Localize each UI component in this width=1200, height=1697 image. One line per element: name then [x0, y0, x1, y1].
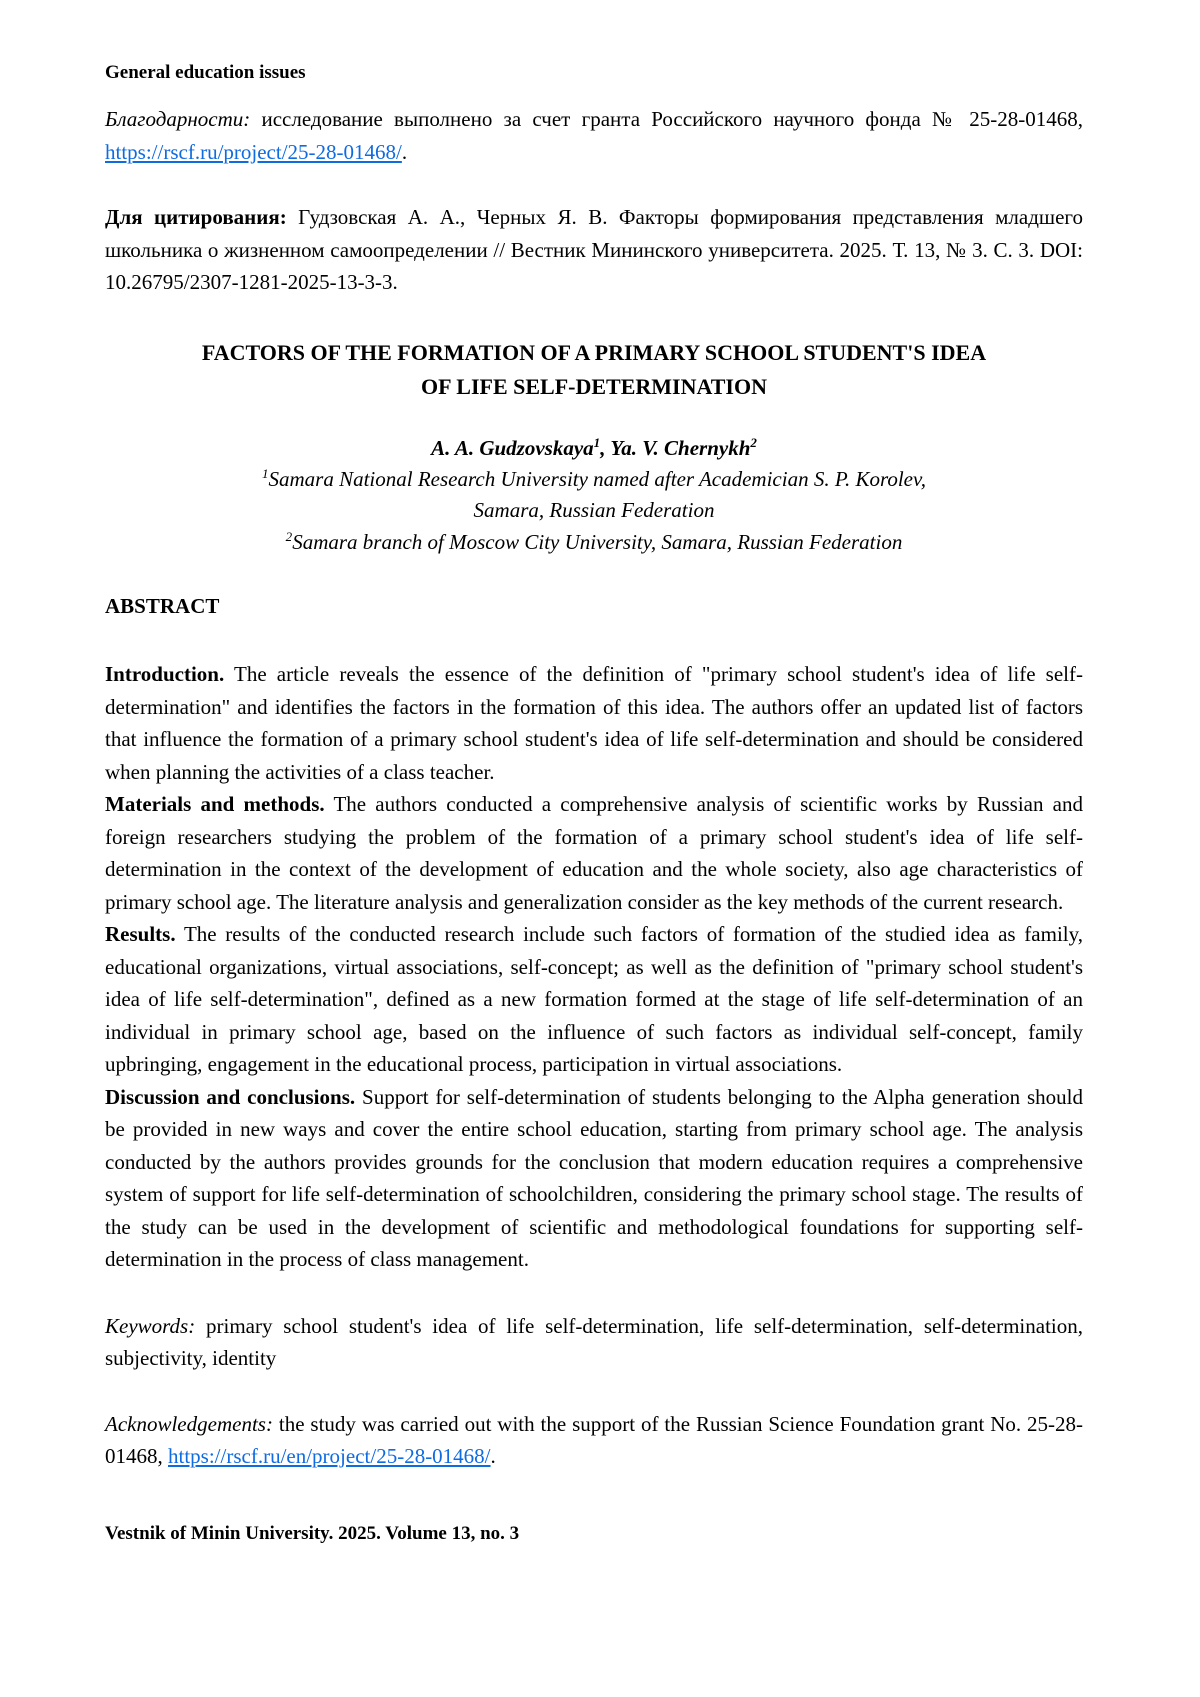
abstract-section-materials-methods: [105, 788, 1083, 918]
abstract-section-text: The results of the conducted research include such factors of formation of the studied idea as family, educational organizations, virtual associations, self-concept; as well as the definition of "primary school student's idea of life self-determination", defined as a new formation formed at the stage of life self-determination of an individual in primary school age, based on the influence of such factors as individual self-concept, family upbringing, engagement in the educational process, participation in virtual associations.: [105, 922, 1083, 1076]
funding-note-ru: [105, 103, 1083, 168]
abstract-section-text: The authors conducted a comprehensive analysis of scientific works by Russian and foreign researchers studying the problem of the formation of a primary school student's idea of life self-determination in the context of the development of education and the whole society, also age characteristics of primary school age. The literature analysis and generalization consider as the key methods of the current research.: [105, 792, 1083, 914]
abstract-section-label: Discussion and conclusions.: [105, 1084, 356, 1109]
funding-en-label: Acknowledgements:: [105, 1411, 273, 1436]
article-title-line2: OF LIFE SELF-DETERMINATION: [421, 373, 767, 399]
author-name: A. A. Gudzovskaya: [431, 435, 594, 460]
abstract-section-label: Introduction.: [105, 662, 225, 686]
author-affiliation-marker: 2: [750, 434, 757, 450]
funding-note-en: [105, 1408, 1083, 1473]
abstract-section-introduction: [105, 658, 1083, 788]
affiliation-marker: 1: [261, 465, 269, 481]
affiliation-1-line2: Samara, Russian Federation: [473, 498, 715, 522]
author-name: Ya. V. Chernykh: [610, 435, 751, 460]
funding-en-text: the study was carried out with the support of the Russian Science Foundation grant No. 25-28-01468,: [105, 1411, 1083, 1468]
funding-en-period: .: [490, 1444, 496, 1468]
abstract-body: [105, 658, 1083, 1276]
affiliation-marker: 2: [285, 528, 293, 544]
rscf-project-link-en[interactable]: https://rscf.ru/en/project/25-28-01468/: [168, 1444, 491, 1468]
author-affiliation-marker: 1: [593, 434, 601, 450]
journal-footer: Vestnik of Minin University. 2025. Volume 13, no. 3: [105, 1522, 520, 1544]
authors-separator: ,: [600, 435, 611, 460]
abstract-section-text: The article reveals the essence of the definition of "primary school student's idea of life self-determination" and identifies the factors in the formation of this idea. The authors offer an updated list of factors that influence the formation of a primary school student's idea of life self-determination and should be considered when planning the activities of a class teacher.: [105, 662, 1083, 784]
article-title-line1: FACTORS OF THE FORMATION OF A PRIMARY SCHOOL STUDENT'S IDEA: [201, 339, 987, 365]
funding-ru-text: исследование выполнено за счет гранта Российского научного фонда № 25-28-01468,: [261, 107, 1083, 131]
abstract-section-discussion-conclusions: [105, 1081, 1083, 1276]
authors-line: [105, 432, 1083, 464]
abstract-section-label: Results.: [105, 922, 176, 946]
affiliation-2: [105, 527, 1083, 559]
keywords-text: primary school student's idea of life self-determination, life self-determination, self-determination, subjectivity, identity: [105, 1313, 1084, 1370]
abstract-section-results: [105, 918, 1083, 1081]
abstract-heading: ABSTRACT: [105, 594, 220, 618]
keywords-label: Keywords:: [105, 1313, 196, 1338]
funding-ru-label: Благодарности:: [105, 107, 251, 131]
citation-label: Для цитирования:: [105, 205, 287, 229]
citation-text: Гудзовская А. А., Черных Я. В. Факторы формирования представления младшего школьника о жизненном самоопределении // Вестник Мининского университета. 2025. Т. 13, № 3. С. 3. DOI: 10.26795/2307-1281-2025-13-3-3.: [105, 205, 1083, 294]
citation-block: [105, 201, 1083, 299]
abstract-section-text: Support for self-determination of students belonging to the Alpha generation should be provided in new ways and cover the entire school education, starting from primary school age. The analysis conducted by the authors provides grounds for the conclusion that modern education requires a comprehensive system of support for life self-determination of schoolchildren, considering the primary school stage. The results of the study can be used in the development of scientific and methodological foundations for supporting self-determination in the process of class management.: [105, 1084, 1083, 1271]
affiliation-1-line1: Samara National Research University named after Academician S. P. Korolev,: [268, 466, 927, 491]
abstract-section-label: Materials and methods.: [105, 792, 325, 816]
article-title: [105, 336, 1083, 404]
keywords-block: [105, 1310, 1083, 1375]
affiliation-1: [105, 464, 1083, 527]
running-header: General education issues: [105, 62, 306, 83]
affiliation-2-line1: Samara branch of Moscow City University, Samara, Russian Federation: [292, 529, 903, 554]
rscf-project-link-ru[interactable]: https://rscf.ru/project/25-28-01468/: [105, 139, 402, 164]
funding-ru-period: .: [401, 139, 408, 164]
